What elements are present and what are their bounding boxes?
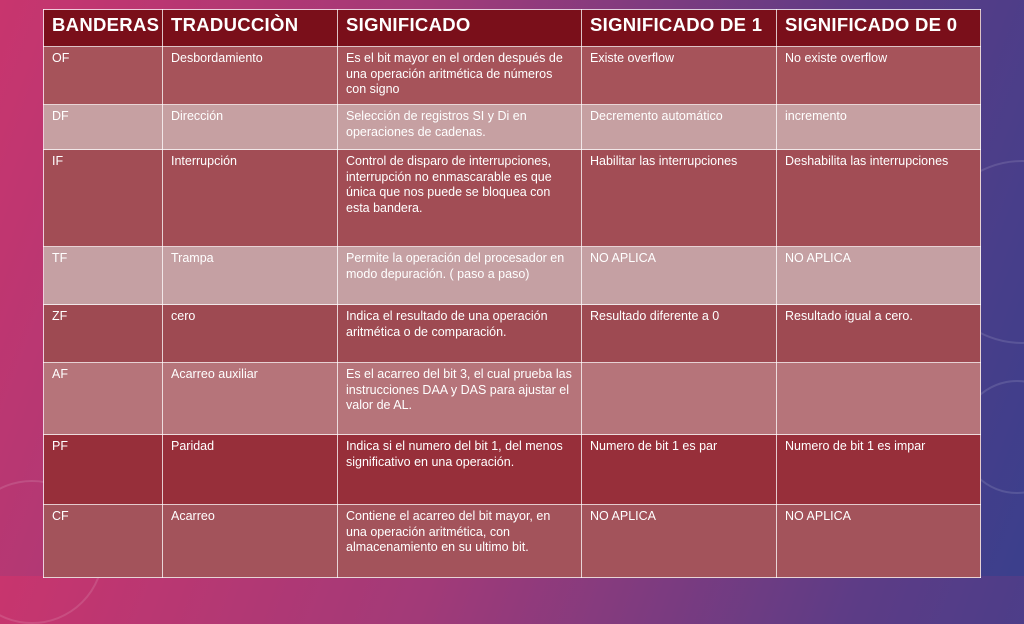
flag-cell: PF [44, 435, 163, 505]
translation-cell: Acarreo auxiliar [163, 363, 338, 435]
meaning-1-cell: Decremento automático [582, 105, 777, 150]
translation-cell: Acarreo [163, 505, 338, 578]
meaning-cell: Es el bit mayor en el orden después de una operación aritmética de números con signo [338, 47, 582, 105]
meaning-0-cell: NO APLICA [777, 247, 981, 305]
meaning-0-cell: Numero de bit 1 es impar [777, 435, 981, 505]
flag-cell: DF [44, 105, 163, 150]
flag-cell: OF [44, 47, 163, 105]
meaning-1-cell: Resultado diferente a 0 [582, 305, 777, 363]
meaning-0-cell: NO APLICA [777, 505, 981, 578]
header-significado-de-1: SIGNIFICADO DE 1 [582, 10, 777, 47]
header-traduccion: TRADUCCIÒN [163, 10, 338, 47]
meaning-cell: Indica el resultado de una operación aritmética o de comparación. [338, 305, 582, 363]
header-significado-de-0: SIGNIFICADO DE 0 [777, 10, 981, 47]
header-significado: SIGNIFICADO [338, 10, 582, 47]
meaning-cell: Indica si el numero del bit 1, del menos significativo en una operación. [338, 435, 582, 505]
meaning-cell: Selección de registros SI y Di en operaciones de cadenas. [338, 105, 582, 150]
header-banderas: BANDERAS [44, 10, 163, 47]
table-row [44, 435, 981, 505]
meaning-1-cell [582, 363, 777, 435]
meaning-1-cell: NO APLICA [582, 247, 777, 305]
table-header-row [44, 10, 981, 47]
meaning-cell: Permite la operación del procesador en modo depuración. ( paso a paso) [338, 247, 582, 305]
table-row [44, 47, 981, 105]
table-row [44, 363, 981, 435]
meaning-1-cell: Existe overflow [582, 47, 777, 105]
meaning-cell: Es el acarreo del bit 3, el cual prueba las instrucciones DAA y DAS para ajustar el valor de AL. [338, 363, 582, 435]
translation-cell: Paridad [163, 435, 338, 505]
table-row [44, 505, 981, 578]
meaning-0-cell: incremento [777, 105, 981, 150]
flag-cell: IF [44, 150, 163, 247]
flag-cell: ZF [44, 305, 163, 363]
meaning-1-cell: Numero de bit 1 es par [582, 435, 777, 505]
translation-cell: Dirección [163, 105, 338, 150]
meaning-1-cell: NO APLICA [582, 505, 777, 578]
translation-cell: cero [163, 305, 338, 363]
flag-cell: CF [44, 505, 163, 578]
flags-table [43, 9, 981, 578]
meaning-0-cell [777, 363, 981, 435]
table-row [44, 150, 981, 247]
translation-cell: Desbordamiento [163, 47, 338, 105]
meaning-0-cell: Deshabilita las interrupciones [777, 150, 981, 247]
meaning-cell: Control de disparo de interrupciones, interrupción no enmascarable es que única que nos puede se bloquea con esta bandera. [338, 150, 582, 247]
flag-cell: TF [44, 247, 163, 305]
flag-cell: AF [44, 363, 163, 435]
table-row [44, 247, 981, 305]
table-row [44, 105, 981, 150]
table-row [44, 305, 981, 363]
translation-cell: Trampa [163, 247, 338, 305]
meaning-0-cell: No existe overflow [777, 47, 981, 105]
meaning-1-cell: Habilitar las interrupciones [582, 150, 777, 247]
translation-cell: Interrupción [163, 150, 338, 247]
meaning-cell: Contiene el acarreo del bit mayor, en una operación aritmética, con almacenamiento en su ultimo bit. [338, 505, 582, 578]
meaning-0-cell: Resultado igual a cero. [777, 305, 981, 363]
